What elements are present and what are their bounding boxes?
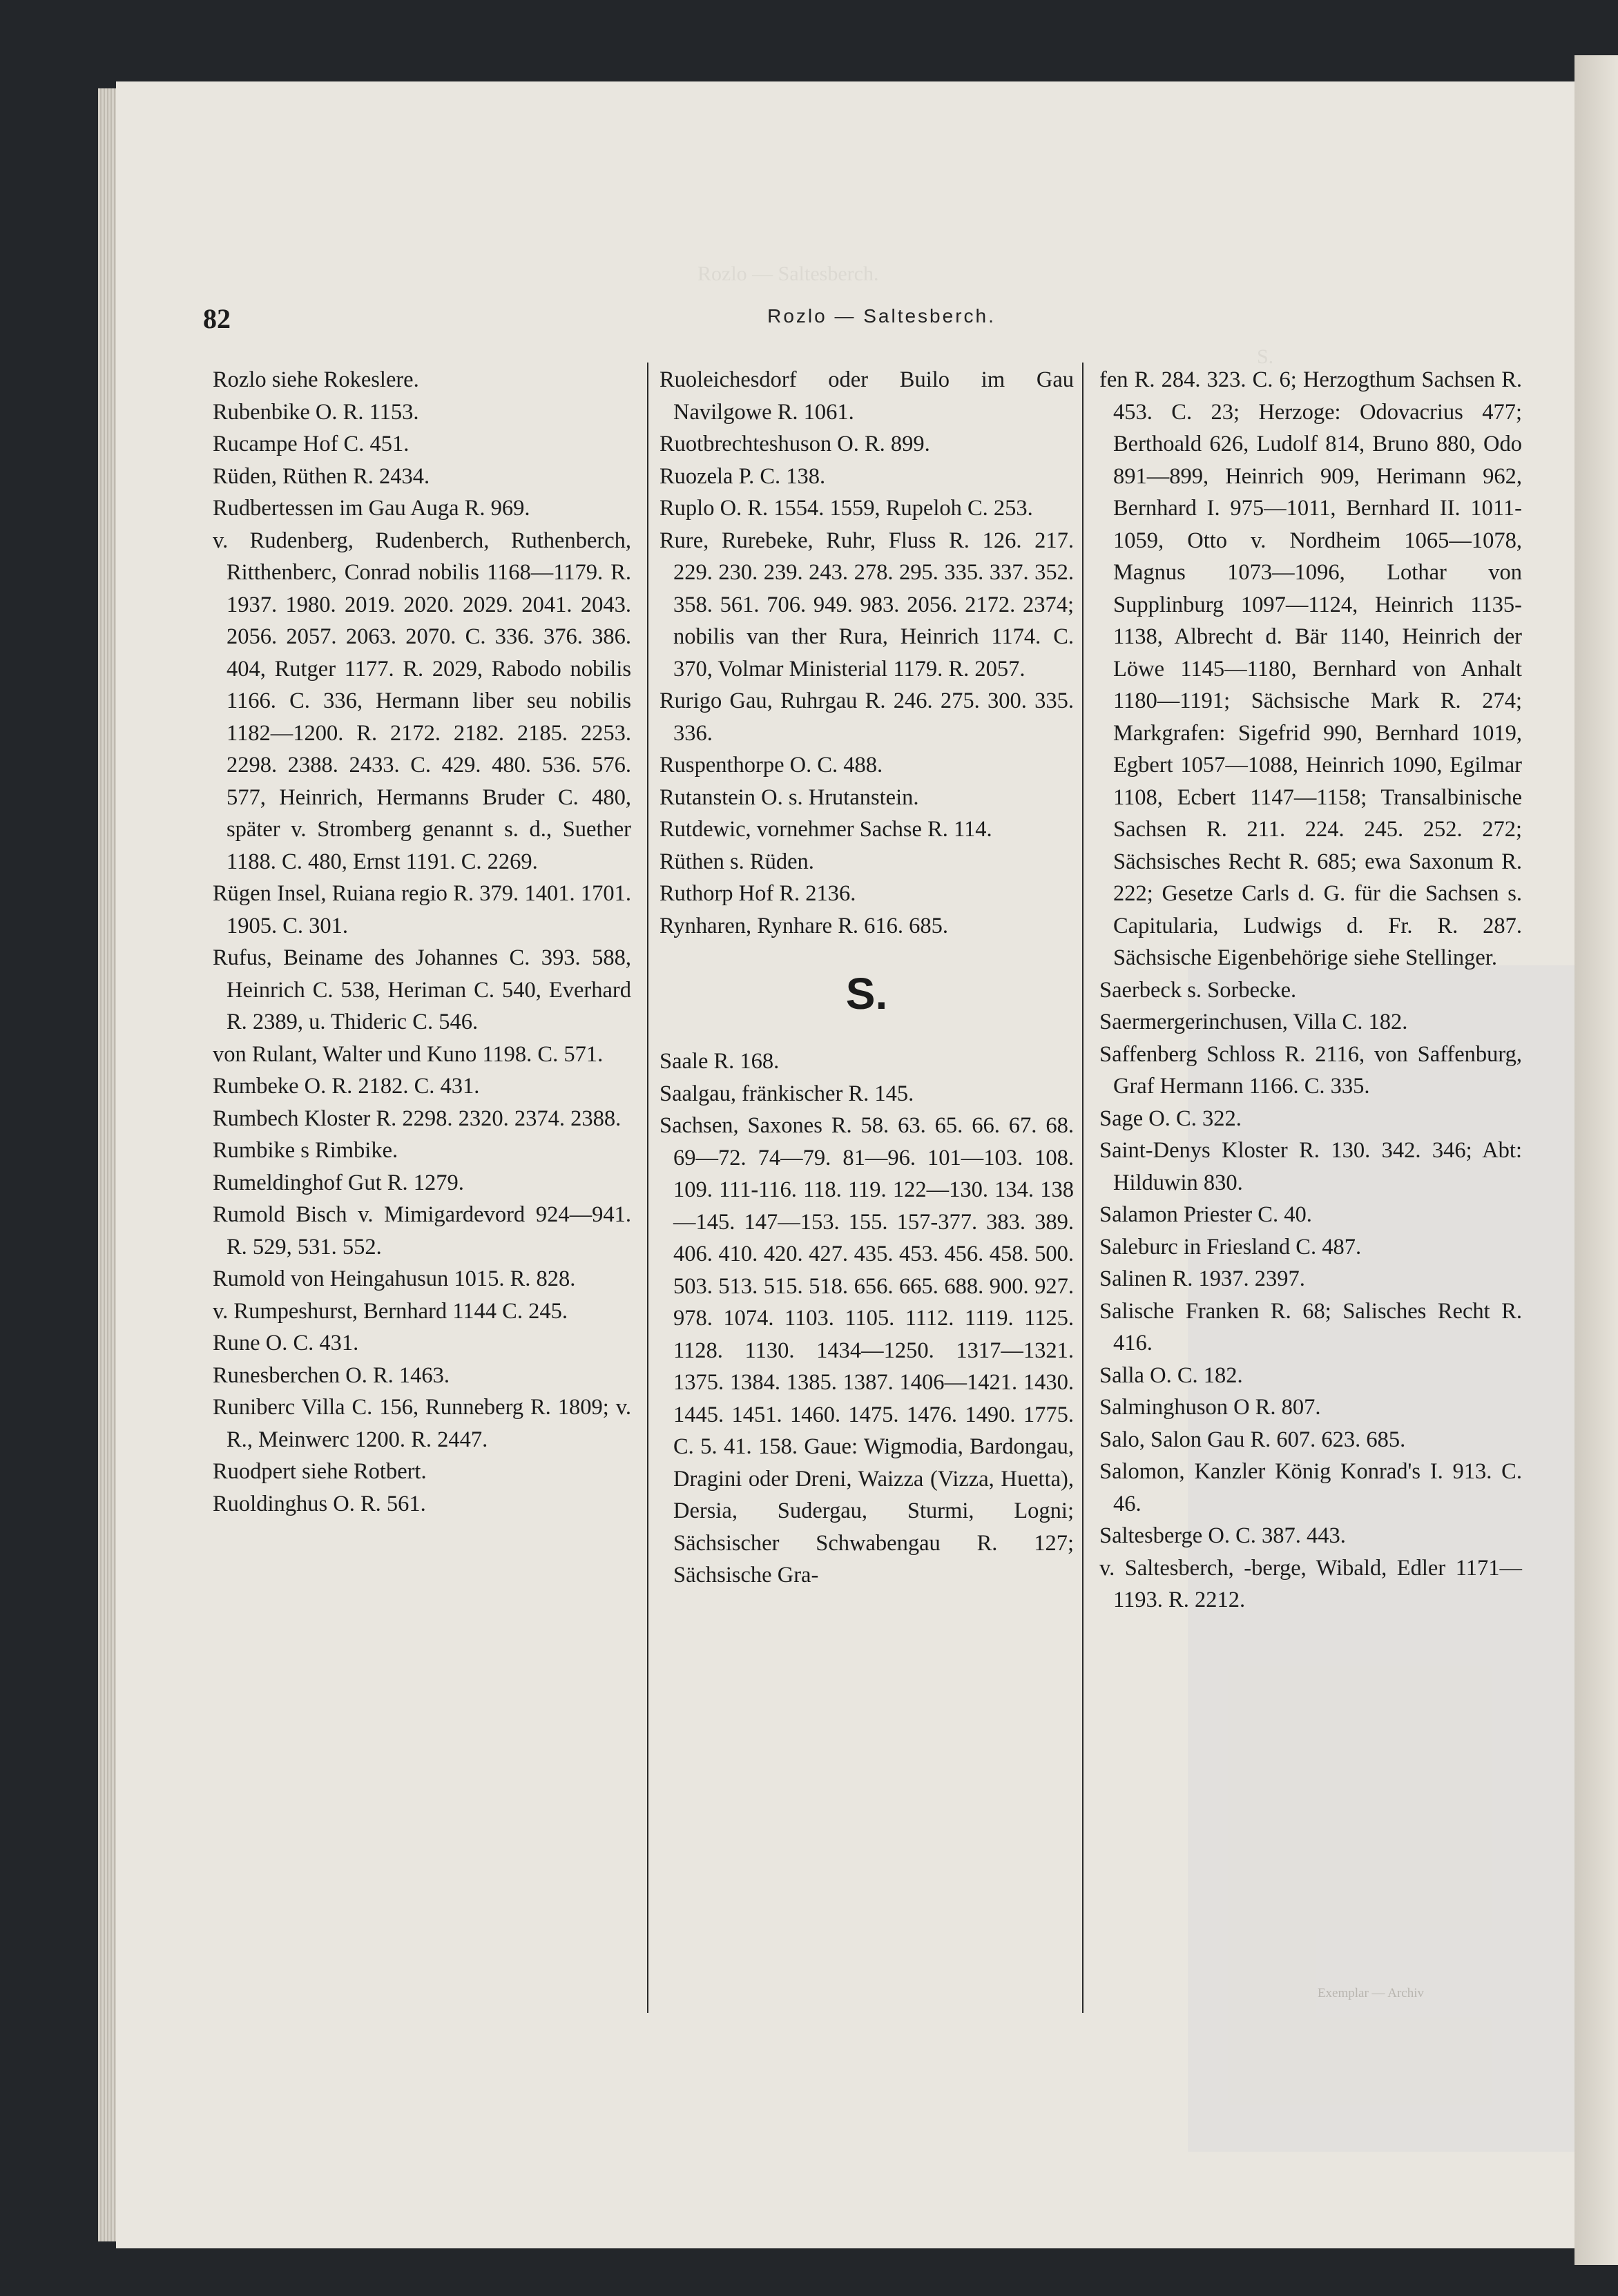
column-2 [659, 364, 1074, 1592]
index-entry: Saale R. 168. [659, 1049, 780, 1074]
column-rule [1082, 363, 1084, 2013]
index-entry: Rudbertessen im Gau Auga R. 969. [213, 496, 530, 521]
index-entry: Ruotbrechteshuson O. R. 899. [659, 432, 930, 456]
index-entry: Rumeldinghof Gut R. 1279. [213, 1170, 464, 1195]
index-entry: Salische Franken R. 68; Salisches Recht R. 416. [1099, 1298, 1522, 1356]
index-entry: Salla O. C. 182. [1099, 1362, 1243, 1388]
column-rule [647, 363, 648, 2013]
page-header [203, 297, 1560, 338]
index-entry: v. Rudenberg, Rudenberch, Ruthenberch, Ritthenberc, Conrad nobilis 1168—1179. R. 1937. 1980. 2019. 2020. 2029. 2041. 2043. 2056. 2057. 2063. 2070. C. 336. 376. 386. 404, Rutger 1177. R. 2029, Rabodo nobilis 1166. C. 336, Hermann liber seu nobilis 1182—1200. R. 2172. 2182. 2185. 2253. 2298. 2388. 2433. C. 429. 480. 536. 576. 577, Heinrich, Hermanns Bruder C. 480, später v. Stromberg genannt s. d., Suether 1188. C. 480, Ernst 1191. C. 2269. [213, 528, 631, 874]
index-entry: Rucampe Hof C. 451. [213, 432, 410, 456]
index-entry: Sachsen, Saxones R. 58. 63. 65. 66. 67. 68. 69—72. 74—79. 81—96. 101—103. 108. 109. 111-116. 118. 119. 122—130. 134. 138—145. 147—153. 155. 157-377. 383. 389. 406. 410. 420. 427. 435. 453. 456. 458. 500. 503. 513. 515. 518. 656. 665. 688. 900. 927. 978. 1074. 1103. 1105. 1112. 1119. 1125. 1128. 1130. 1434—1250. 1317—1321. 1375. 1384. 1385. 1387. 1406—1421. 1430. 1445. 1451. 1460. 1475. 1476. 1490. 1775. C. 5. 41. 158. Gaue: Wigmodia, Bardongau, Dragini oder Dreni, Waizza (Vizza, Huetta), Dersia, Sudergau, Sturmi, Logni; Sächsischer Schwabengau R. 127; Sächsische Gra- [659, 1113, 1074, 1588]
index-entry: Rurigo Gau, Ruhrgau R. 246. 275. 300. 335. 336. [659, 688, 1074, 746]
index-entry: v. Rumpeshurst, Bernhard 1144 C. 245. [213, 1298, 568, 1324]
index-entry: Saleburc in Friesland C. 487. [1099, 1234, 1362, 1260]
index-entry: Ruodpert siehe Rotbert. [213, 1459, 427, 1484]
index-entry: Runiberc Villa C. 156, Runneberg R. 1809; v. R., Meinwerc 1200. R. 2447. [213, 1395, 631, 1452]
index-entry: Ruspenthorpe O. C. 488. [659, 753, 883, 778]
index-entry: Rumbeke O. R. 2182. C. 431. [213, 1074, 480, 1099]
index-entry: Salomon, Kanzler König Konrad's I. 913. C. 46. [1099, 1459, 1522, 1516]
index-entry: Rüden, Rüthen R. 2434. [213, 463, 430, 489]
index-entry: Rune O. C. 431. [213, 1331, 359, 1356]
index-entry: Rynharen, Rynhare R. 616. 685. [659, 913, 949, 938]
index-entry: Rumbech Kloster R. 2298. 2320. 2374. 2388. [213, 1106, 622, 1131]
index-entry: Ruthorp Hof R. 2136. [659, 881, 856, 906]
index-entry: Rubenbike O. R. 1153. [213, 399, 419, 425]
column-3 [1099, 364, 1522, 1617]
index-entry: Ruplo O. R. 1554. 1559, Rupeloh C. 253. [659, 496, 1033, 521]
index-entry: Rüthen s. Rüden. [659, 849, 814, 874]
index-entry: Rumbike s Rimbike. [213, 1138, 398, 1163]
next-page-edge [1574, 55, 1618, 2265]
index-entry: Salamon Priester C. 40. [1099, 1202, 1312, 1227]
index-entry: Saerbeck s. Sorbecke. [1099, 977, 1297, 1003]
index-entry: Rozlo siehe Rokeslere. [213, 367, 419, 392]
card-label: Exemplar — Archiv [1317, 1986, 1425, 2000]
index-entry: Salinen R. 1937. 2397. [1099, 1266, 1305, 1291]
section-letter: S. [845, 969, 888, 1019]
index-entry: von Rulant, Walter und Kuno 1198. C. 571. [213, 1041, 604, 1067]
index-entry: Saffenberg Schloss R. 2116, von Saffenburg, Graf Hermann 1166. C. 335. [1099, 1041, 1522, 1099]
index-entry: Saalgau, fränkischer R. 145. [659, 1081, 914, 1106]
index-entry: Sage O. C. 322. [1099, 1106, 1242, 1131]
page-number: 82 [203, 303, 231, 334]
index-entry: Rutdewic, vornehmer Sachse R. 114. [659, 817, 992, 842]
index-entry: Ruoleichesdorf oder Builo im Gau Navilgowe R. 1061. [659, 367, 1074, 425]
index-entry: Rure, Rurebeke, Ruhr, Fluss R. 126. 217. 229. 230. 239. 243. 278. 295. 335. 337. 352. 358. 561. 706. 949. 983. 2056. 2172. 2374; nobilis van ther Rura, Heinrich 1174. C. 370, Volmar Ministerial 1179. R. 2057. [659, 528, 1074, 682]
index-entry: Rutanstein O. s. Hrutanstein. [659, 784, 919, 810]
index-entry: Saermergerinchusen, Villa C. 182. [1099, 1010, 1408, 1034]
index-entry: Ruozela P. C. 138. [659, 463, 826, 489]
show-through-text: S. [1257, 345, 1274, 368]
index-entry: Rumold Bisch v. Mimigardevord 924—941. R. 529, 531. 552. [213, 1202, 631, 1260]
running-title: Rozlo — Saltesberch. [767, 305, 996, 327]
index-entry: Rufus, Beiname des Johannes C. 393. 588, Heinrich C. 538, Heriman C. 540, Everhard R. 2389, u. Thideric C. 546. [213, 945, 631, 1034]
column-1 [213, 364, 631, 1520]
index-entry: Saltesberge O. C. 387. 443. [1099, 1523, 1346, 1548]
index-entry: Saint-Denys Kloster R. 130. 342. 346; Abt: Hilduwin 830. [1099, 1138, 1522, 1195]
index-entry: Rügen Insel, Ruiana regio R. 379. 1401. 1701. 1905. C. 301. [213, 881, 631, 938]
index-entry: Salminghuson O R. 807. [1099, 1395, 1321, 1420]
index-entry: fen R. 284. 323. C. 6; Herzogthum Sachsen R. 453. C. 23; Herzoge: Odovacrius 477; Berthoald 626, Ludolf 814, Bruno 880, Odo 891—899, Heinrich 909, Herimann 962, Bernhard I. 975—1011, Bernhard II. 1011-1059, Otto v. Nordheim 1065—1078, Magnus 1073—1096, Lothar von Supplinburg 1097—1124, Heinrich 1135-1138, Albrecht d. Bär 1140, Heinrich der Löwe 1145—1180, Bernhard von Anhalt 1180—1191; Sächsische Mark R. 274; Markgrafen: Sigefrid 990, Bernhard 1019, Egbert 1057—1088, Heinrich 1090, Egilmar 1108, Ecbert 1147—1158; Transalbinische Sachsen R. 211. 224. 245. 252. 272; Sächsisches Recht R. 685; ewa Saxonum R. 222; Gesetze Carls d. G. für die Sachsen s. Capitularia, Ludwigs d. Fr. R. 287. Sächsische Eigenbehörige siehe Stellinger. [1099, 367, 1522, 970]
index-entry: Ruoldinghus O. R. 561. [213, 1491, 426, 1516]
show-through-text: Rozlo — Saltesberch. [697, 262, 879, 285]
index-entry: Rumold von Heingahusun 1015. R. 828. [213, 1266, 576, 1291]
index-entry: Runesberchen O. R. 1463. [213, 1362, 450, 1388]
index-entry: Salo, Salon Gau R. 607. 623. 685. [1099, 1427, 1406, 1452]
index-entry: v. Saltesberch, -berge, Wibald, Edler 1171—1193. R. 2212. [1099, 1555, 1522, 1612]
